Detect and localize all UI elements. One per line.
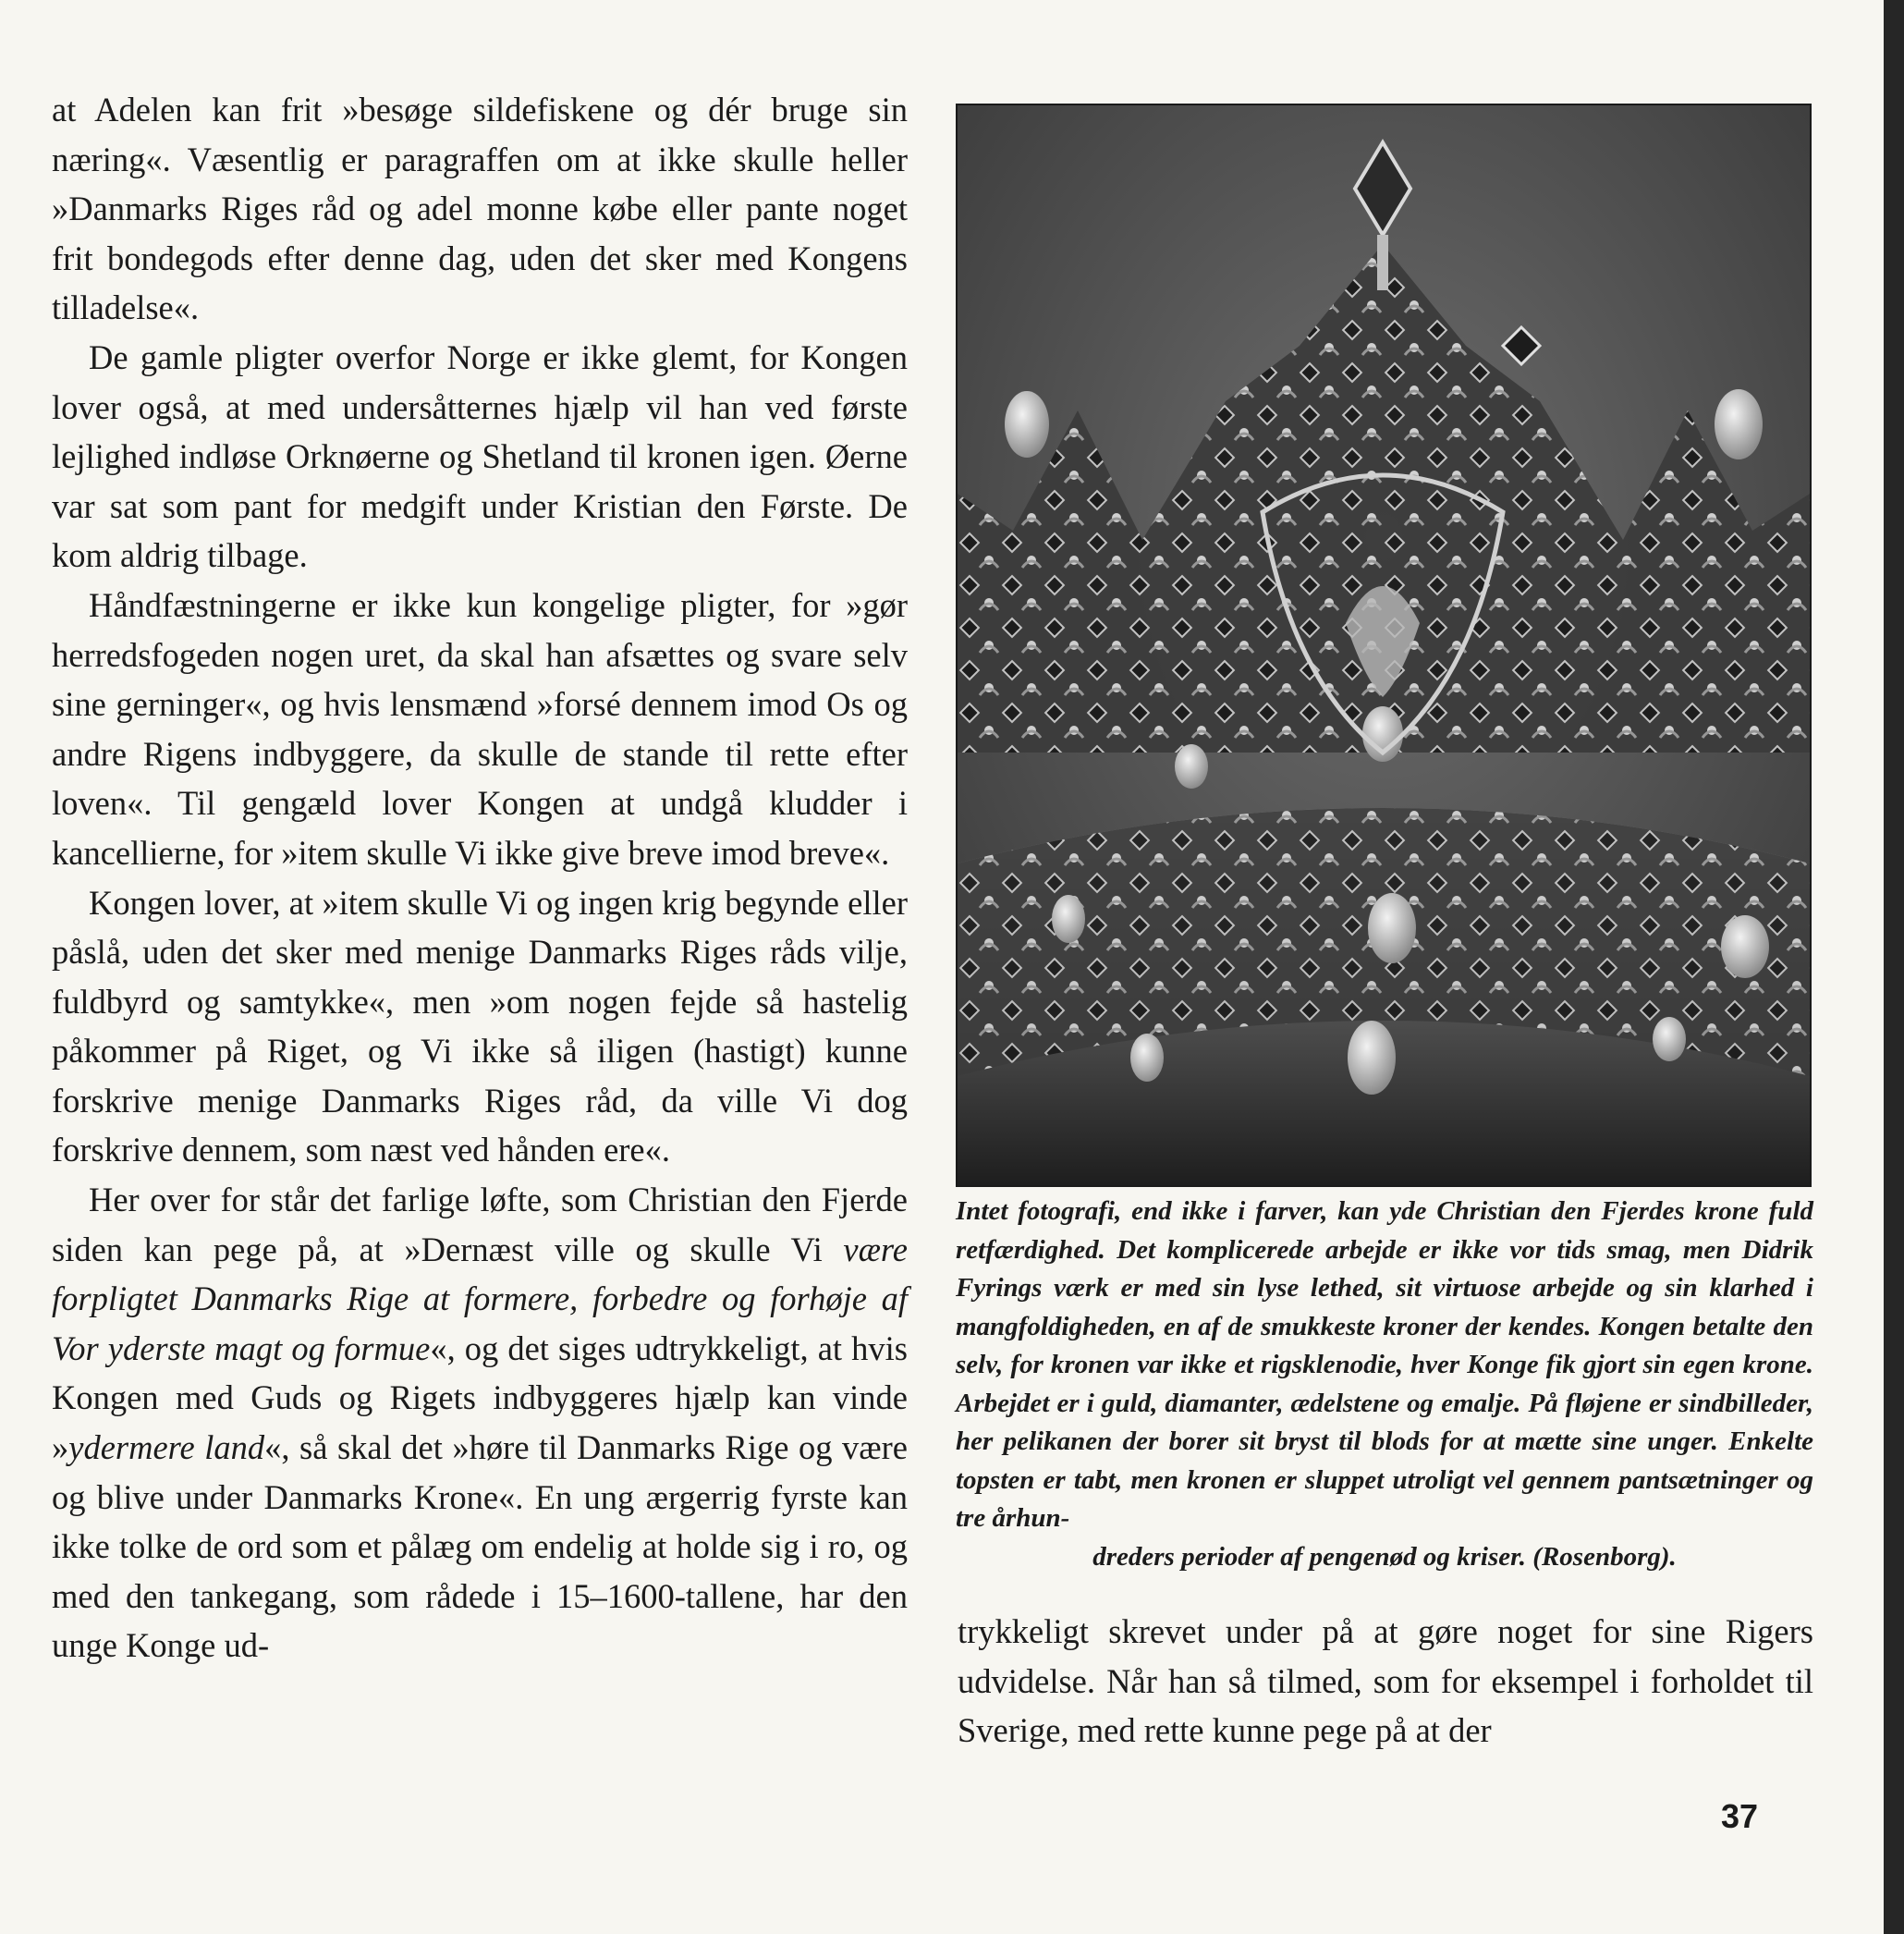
page-edge-shadow [1884,0,1904,1934]
paragraph-2: De gamle pligter overfor Norge er ikke glemt, for Kongen lover også, at med undersåtternes hjælp vil han ved første lejlighed indløse Orknøerne og Shetland til kronen igen. Øerne var sat som pant for medgift under Kristian den Første. De kom aldrig tilbage. [52,337,908,575]
photo-caption [956,1193,1813,1576]
paragraph-5-part-a: Her over for står det farlige løfte, som Christian den Fjerde siden kan pege på, at »Dernæst ville og skulle Vi [52,1181,908,1268]
paragraph-3: Håndfæstningerne er ikke kun kongelige pligter, for »gør herredsfogeden nogen uret, da skal han afsættes og svare selv sine gerninger«, og hvis lensmænd »forsé dennem imod Os og andre Rigens indbyggere, da skulle de stande til rette efter loven«. Til gengæld lover Kongen at undgå kludder i kancellierne, for »item skulle Vi ikke give breve imod breve«. [52,585,908,872]
paragraph-5-ydermere-land: ydermere land [68,1428,265,1467]
paragraph-4: Kongen lover, at »item skulle Vi og ingen krig begynde eller påslå, uden det sker med menige Danmarks Riges råds vilje, fuldbyrd og samtykke«, men »om nogen fejde så hastelig påkommer på Riget, og Vi ikke så iligen (hastigt) kunne forskrive menige Danmarks Riges råd, da ville Vi dog forskrive dennem, som næst ved hånden ere«. [52,883,908,1169]
paragraph-5-quote-italic: være forpligtet Danmarks Rige at formere, forbedre og forhøje af Vor yderste magt og formue [52,1230,908,1367]
paragraph-1: at Adelen kan frit »besøge sildefiskene og dér bruge sin næring«. Væsentlig er paragraffen om at ikke skulle heller »Danmarks Riges råd og adel monne købe eller pante noget frit bondegods efter denne dag, uden det sker med Kongens tilladelse«. [52,91,908,327]
caption-text: Intet fotografi, end ikke i farver, kan yde Christian den Fjerdes krone fuld retfærdighed. Det komplicerede arbejde er ikke vor tids smag, men Didrik Fyrings værk er med sin lyse lethed, sit virtuose arbejde og sin klarhed i mangfoldigheden, en af de smukkeste kroner der kendes. Kongen betalte den selv, for kronen var ikke et rigsklenodie, hver Konge fik gjort sin egen krone. Arbejdet er i guld, diamanter, ædelstene og emalje. På fløjene er sindbilleder, her pelikanen der borer sit bryst til blods for at mætte sine unger. Enkelte topsten er tabt, men kronen er sluppet utroligt vel gennem pantsætninger og tre århun- [956,1196,1813,1533]
paragraph-5-part-c: «, så skal det »høre til Danmarks Rige og være og blive under Danmarks Krone«. En ung ærgerrig fyrste kan ikke tolke de ord som et pålæg om endelig at holde sig i ro, og med den tankegang, som rådede i 15–1600-tallene, har den unge Konge ud- [52,1428,908,1665]
paragraph-5 [52,1175,908,1671]
right-column-text: trykkeligt skrevet under på at gøre noget for sine Rigers udvidelse. Når han så tilmed, som for eksempel i forholdet til Sverige, med rette kunne pege på at der [958,1612,1813,1750]
crown-illustration [958,105,1810,1185]
left-text-column [52,85,908,1671]
caption-last-line: dreders perioder af pengenød og kriser. (Rosenborg). [1092,1541,1677,1572]
paragraph-5-part-b: «, og det siges udtrykkeligt, at hvis Kongen med Guds og Rigets indbyggeres hjælp kan vinde » [52,1328,908,1467]
crown-photograph [956,104,1812,1187]
right-text-column [958,1607,1813,1756]
page-number: 37 [1721,1797,1759,1835]
